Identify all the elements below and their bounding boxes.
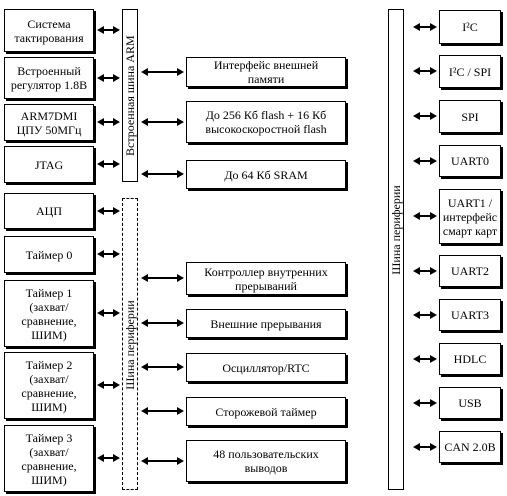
- timer1-block: [4, 280, 94, 347]
- arrowhead: [430, 355, 437, 363]
- jtag-block: [4, 146, 94, 183]
- cpu-block: [4, 104, 94, 141]
- block-label: До 256 Кб flash + 16 Кб высокоскоростной flash: [205, 108, 327, 136]
- arrowhead: [97, 250, 104, 258]
- peripheral-bus-left-label: Шина периферии: [123, 300, 137, 390]
- can-block: [439, 431, 501, 463]
- bidirectional-arrow: [141, 118, 184, 126]
- block-label: I²C / SPI: [448, 64, 492, 79]
- block-label: АЦП: [36, 204, 62, 218]
- bidirectional-arrow: [141, 363, 184, 371]
- spi-block: [439, 100, 501, 133]
- arrowhead: [413, 267, 420, 275]
- bidirectional-arrow: [97, 160, 120, 168]
- arrowhead: [413, 311, 420, 319]
- user-pins-block: [186, 440, 346, 482]
- bidirectional-arrow: [141, 68, 184, 76]
- adc-block: [4, 193, 94, 229]
- arrowhead: [413, 399, 420, 407]
- block-label: Таймер 1 (захват/ сравнение, ШИМ): [21, 285, 77, 342]
- bidirectional-arrow: [413, 399, 437, 407]
- arrowhead: [413, 112, 420, 120]
- arrowhead: [141, 363, 148, 371]
- i2c-block: [439, 10, 501, 44]
- clock-system-block: [4, 9, 94, 52]
- arrowhead: [413, 355, 420, 363]
- block-label: ARM7DMI ЦПУ 50МГц: [16, 108, 82, 137]
- bidirectional-arrow: [413, 311, 437, 319]
- bidirectional-arrow: [97, 118, 120, 126]
- arrowhead: [430, 67, 437, 75]
- arrowhead: [113, 118, 120, 126]
- arm-bus-label: Встроенная шина ARM: [123, 35, 137, 156]
- bidirectional-arrow: [97, 381, 120, 389]
- bidirectional-arrow: [97, 74, 120, 82]
- block-label: До 64 Кб SRAM: [224, 167, 308, 182]
- arrowhead: [97, 454, 104, 462]
- voltage-regulator-block: [4, 57, 94, 99]
- external-memory-interface-block: [186, 57, 346, 87]
- arrowhead: [113, 207, 120, 215]
- timer3-block: [4, 425, 94, 492]
- bidirectional-arrow: [97, 250, 120, 258]
- arrowhead: [177, 68, 184, 76]
- bidirectional-arrow: [413, 67, 437, 75]
- bidirectional-arrow: [141, 319, 184, 327]
- block-label: Таймер 2 (захват/ сравнение, ШИМ): [21, 357, 77, 414]
- arrowhead: [430, 443, 437, 451]
- arrowhead: [430, 112, 437, 120]
- block-label: Контроллер внутренних прерываний: [204, 264, 328, 293]
- usb-block: [439, 387, 501, 419]
- arrowhead: [430, 212, 437, 220]
- bidirectional-arrow: [413, 443, 437, 451]
- bidirectional-arrow: [413, 23, 437, 31]
- uart3-block: [439, 299, 501, 331]
- arrowhead: [413, 67, 420, 75]
- arrowhead: [141, 319, 148, 327]
- bidirectional-arrow: [141, 170, 184, 178]
- bidirectional-arrow: [141, 274, 184, 282]
- interrupt-controller-block: [186, 262, 346, 295]
- arrowhead: [141, 274, 148, 282]
- arrowhead: [413, 23, 420, 31]
- block-label: UART1 / интерфейс смарт карт: [442, 195, 498, 238]
- bidirectional-arrow: [413, 212, 437, 220]
- arrowhead: [97, 26, 104, 34]
- bidirectional-arrow: [97, 207, 120, 215]
- arrowhead: [177, 407, 184, 415]
- block-label: Встроенный регулятор 1.8В: [10, 64, 88, 92]
- arrowhead: [113, 454, 120, 462]
- flash-memory-block: [186, 101, 346, 143]
- bidirectional-arrow: [141, 407, 184, 415]
- arrowhead: [97, 207, 104, 215]
- arrowhead: [177, 170, 184, 178]
- bidirectional-arrow: [413, 355, 437, 363]
- block-label: Таймер 0: [25, 247, 73, 262]
- block-label: Таймер 3 (захват/ сравнение, ШИМ): [21, 430, 77, 487]
- block-label: CAN 2.0B: [444, 440, 496, 454]
- bidirectional-arrow: [97, 454, 120, 462]
- peripheral-bus-right-label: Шина периферии: [389, 185, 403, 275]
- hdlc-block: [439, 343, 501, 375]
- block-label: Система тактирования: [14, 16, 84, 45]
- arrowhead: [141, 457, 148, 465]
- arrowhead: [430, 311, 437, 319]
- sram-block: [186, 160, 346, 189]
- bidirectional-arrow: [413, 157, 437, 165]
- arrowhead: [113, 309, 120, 317]
- block-label: I²C: [462, 20, 478, 34]
- arrowhead: [141, 407, 148, 415]
- arrowhead: [177, 319, 184, 327]
- arrowhead: [177, 457, 184, 465]
- bidirectional-arrow: [97, 26, 120, 34]
- block-label: Внешние прерывания: [210, 316, 322, 331]
- arrowhead: [113, 160, 120, 168]
- arrowhead: [413, 443, 420, 451]
- arrowhead: [413, 157, 420, 165]
- block-label: UART3: [451, 308, 489, 322]
- arrowhead: [430, 267, 437, 275]
- arrowhead: [141, 170, 148, 178]
- bidirectional-arrow: [413, 267, 437, 275]
- arrowhead: [97, 160, 104, 168]
- uart0-block: [439, 145, 501, 177]
- block-label: JTAG: [34, 157, 64, 172]
- arrowhead: [430, 23, 437, 31]
- external-interrupts-block: [186, 309, 346, 338]
- arrowhead: [97, 381, 104, 389]
- block-label: UART2: [451, 264, 489, 278]
- arrowhead: [141, 118, 148, 126]
- arrowhead: [113, 74, 120, 82]
- watchdog-timer-block: [186, 397, 346, 426]
- block-label: HDLC: [453, 352, 487, 366]
- arrowhead: [177, 363, 184, 371]
- arrowhead: [177, 274, 184, 282]
- arrowhead: [113, 26, 120, 34]
- block-label: 48 пользовательских выводов: [213, 447, 319, 475]
- arrowhead: [97, 118, 104, 126]
- block-label: Интерфейс внешней памяти: [213, 58, 319, 86]
- arrowhead: [113, 250, 120, 258]
- timer0-block: [4, 236, 94, 273]
- arrowhead: [177, 118, 184, 126]
- uart1-smartcard-block: [439, 189, 501, 244]
- arrowhead: [113, 381, 120, 389]
- uart2-block: [439, 255, 501, 287]
- arrowhead: [97, 74, 104, 82]
- bidirectional-arrow: [141, 457, 184, 465]
- timer2-block: [4, 352, 94, 419]
- arrowhead: [141, 68, 148, 76]
- block-label: Сторожевой таймер: [215, 404, 317, 419]
- oscillator-rtc-block: [186, 353, 346, 382]
- block-label: USB: [458, 396, 482, 410]
- bidirectional-arrow: [413, 112, 437, 120]
- arrowhead: [97, 309, 104, 317]
- block-label: Осциллятор/RTC: [222, 360, 310, 375]
- i2c-spi-block: [439, 55, 501, 88]
- block-label: SPI: [461, 109, 479, 124]
- bidirectional-arrow: [97, 309, 120, 317]
- block-label: UART0: [451, 154, 489, 168]
- arrowhead: [430, 399, 437, 407]
- arrowhead: [413, 212, 420, 220]
- arrowhead: [430, 157, 437, 165]
